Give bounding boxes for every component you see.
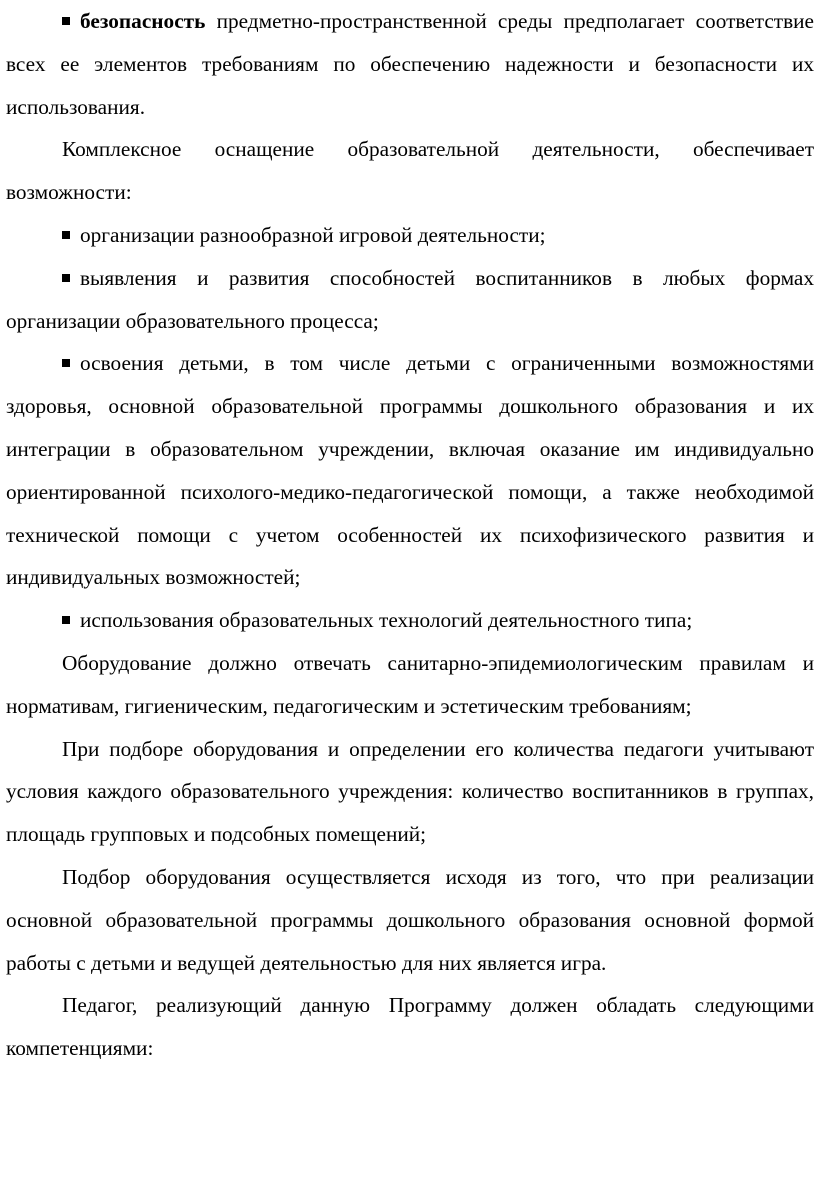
teacher-competencies-paragraph: Педагог, реализующий данную Программу должен обладать следующими компетенциями: [6, 993, 814, 1061]
safety-text: предметно-пространственной среды предполагает соответствие всех ее элементов требованиям по обеспечению надежности и безопасности их использования. [6, 9, 814, 119]
bullet-text: выявления и развития способностей воспитанников в любых формах организации образовательного процесса; [6, 265, 814, 333]
bullet-item [6, 599, 814, 642]
safety-bullet [6, 0, 814, 128]
safety-term: безопасность [80, 9, 206, 33]
bullet-item [6, 257, 814, 343]
square-bullet-icon [62, 616, 70, 624]
square-bullet-icon [62, 231, 70, 239]
equipment-selection-paragraph: При подборе оборудования и определении его количества педагоги учитывают условия каждого образовательного учреждения: количество воспитанников в группах, площадь групповых и подсобных помещений; [6, 736, 814, 847]
equipment-basis-paragraph: Подбор оборудования осуществляется исходя из того, что при реализации основной образовательной программы дошкольного образования основной формой работы с детьми и ведущей деятельностью для них является игра. [6, 864, 814, 975]
square-bullet-icon [62, 17, 70, 25]
bullet-text: освоения детьми, в том числе детьми с ограниченными возможностями здоровья, основной образовательной программы дошкольного образования и их интеграции в образовательном учреждении, включая оказание им индивидуально ориентированной психолого-медико-педагогической помощи, а также необходимой технической помощи с учетом особенностей их психофизического развития и индивидуальных возможностей; [6, 351, 814, 590]
square-bullet-icon [62, 359, 70, 367]
document-page [6, 0, 814, 1070]
complex-equipment-paragraph: Комплексное оснащение образовательной деятельности, обеспечивает возможности: [6, 137, 814, 205]
bullet-text: организации разнообразной игровой деятельности; [80, 222, 546, 247]
equipment-requirements-paragraph: Оборудование должно отвечать санитарно-эпидемиологическим правилам и нормативам, гигиеническим, педагогическим и эстетическим требованиям; [6, 650, 814, 718]
bullet-item [6, 342, 814, 599]
bullet-item [6, 214, 814, 257]
bullet-text: использования образовательных технологий деятельностного типа; [80, 608, 693, 633]
square-bullet-icon [62, 274, 70, 282]
